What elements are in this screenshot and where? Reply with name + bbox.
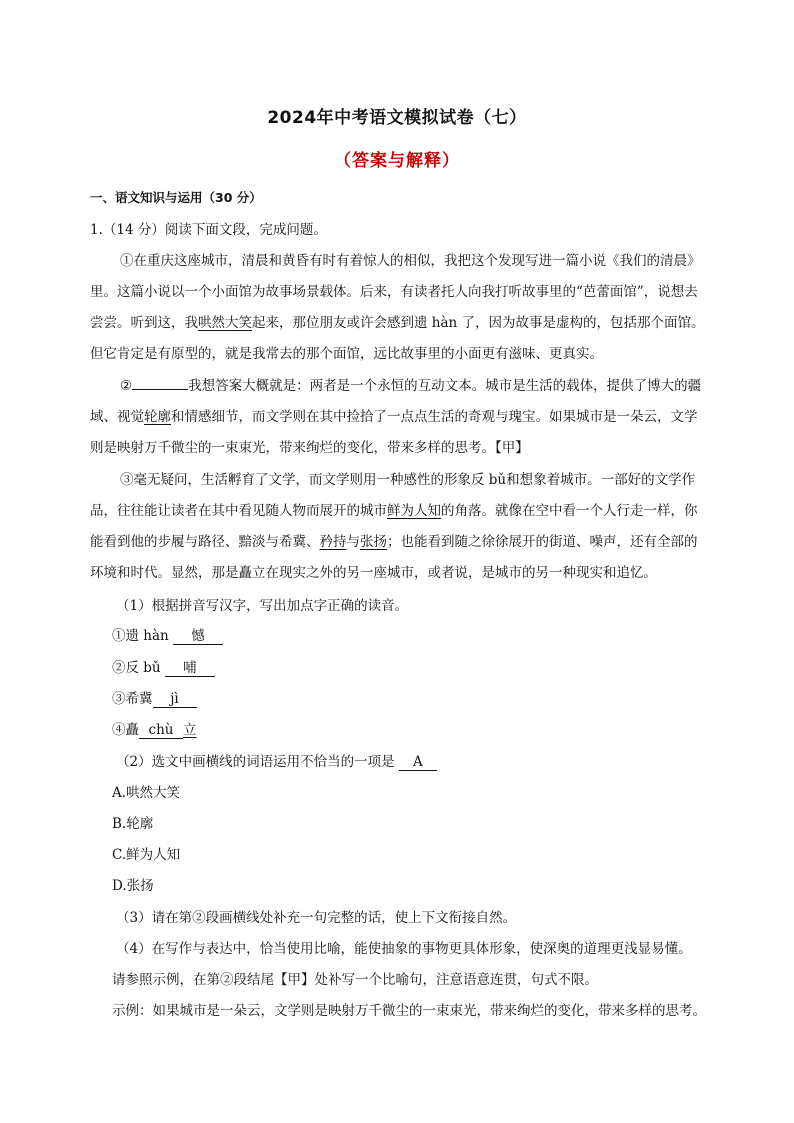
underlined-term-lunkuo: 轮廓 xyxy=(144,409,171,425)
p3-line-3-a: 能看到他的步履与路径、黯淡与希冀、 xyxy=(90,534,320,550)
sub1-item-4-answer: chù xyxy=(139,722,183,739)
underlined-term-zhangyang: 张扬 xyxy=(360,534,387,550)
sub1-item-2 xyxy=(112,656,215,677)
sub3-stem: （3）请在第②段画横线处补充一句完整的话，使上下文衔接自然。 xyxy=(116,910,517,926)
p3-line-3 xyxy=(90,530,698,550)
page-title: 2024年中考语文模拟试卷（七） xyxy=(267,108,527,128)
p3-line-2-a: 品，往往能让读者在其中看见随人物而展开的城市 xyxy=(90,503,387,519)
sub1-item-1-prompt: ①遗 hàn xyxy=(112,628,174,644)
p2-line-3: 则是映射万千微尘的一束束光，带来绚烂的变化，带来多样的思考。【甲】 xyxy=(90,440,529,456)
sub2-option-b: B.轮廓 xyxy=(112,816,154,832)
p2-line-1 xyxy=(120,374,701,394)
sub1-item-1-answer: 憾 xyxy=(173,624,223,645)
p1-line-3-a: 尝尝。听到这，我 xyxy=(90,315,198,331)
p2-line-2-b: 和情感细节，而文学则在其中捡拾了一点点生活的奇观与瑰宝。如果城市是一朵云，文学 xyxy=(171,409,698,425)
sub1-stem: （1）根据拼音写汉字，写出加点字正确的读音。 xyxy=(116,598,409,614)
p1-line-3 xyxy=(90,311,705,331)
sub1-item-3 xyxy=(112,687,197,708)
underlined-term-hongran: 哄然大笑 xyxy=(198,315,252,331)
sub2-stem-line xyxy=(116,750,437,771)
sub4-line-1: （4）在写作与表达中，恰当使用比喻，能使抽象的事物更具体形象，使深奥的道理更浅显易懂。 xyxy=(116,941,692,957)
sub4-example: 示例：如果城市是一朵云，文学则是映射万千微尘的一束束光，带来绚烂的变化，带来多样的思考。 xyxy=(112,1003,706,1019)
question-1-stem: 1.（14 分）阅读下面文段，完成问题。 xyxy=(90,222,327,238)
sub2-option-c: C.鲜为人知 xyxy=(112,847,181,863)
sub1-item-1 xyxy=(112,624,223,645)
p3-line-2-b: 的角落。就像在空中看一个人行走一样，你 xyxy=(441,503,698,519)
sub2-stem: （2）选文中画横线的词语运用不恰当的一项是 xyxy=(116,754,399,770)
p3-line-2 xyxy=(90,499,698,519)
p1-line-4: 但它肯定是有原型的，就是我常去的那个面馆，远比故事里的小面更有滋味、更真实。 xyxy=(90,346,603,362)
p3-line-4: 环境和时代。显然，那是矗立在现实之外的另一座城市，或者说，是城市的另一种现实和追忆。 xyxy=(90,565,657,581)
section-heading: 一、语文知识与运用（30 分） xyxy=(90,190,262,205)
p3-line-3-b: 与 xyxy=(346,534,360,550)
p1-line-3-b: 起来，那位朋友或许会感到遗 hàn 了，因为故事是虚构的，包括那个面馆。 xyxy=(252,315,705,331)
sub1-item-4-prompt: ④矗 xyxy=(112,722,139,738)
sub2-answer: A xyxy=(399,754,437,771)
sub2-option-d: D.张扬 xyxy=(112,878,154,894)
sub2-option-a: A.哄然大笑 xyxy=(112,785,181,801)
sub1-item-4 xyxy=(112,718,197,739)
p1-line-1: ①在重庆这座城市，清晨和黄昏有时有着惊人的相似，我把这个发现写进一篇小说《我们的清晨》 xyxy=(120,253,701,269)
p3-line-3-c: ；也能看到随之徐徐展开的街道、噪声，还有全部的 xyxy=(387,534,698,550)
underlined-term-jinchi: 矜持 xyxy=(319,534,347,550)
sub1-item-2-prompt: ②反 bǔ xyxy=(112,660,165,676)
sub1-item-4-suffix: 立 xyxy=(183,722,197,738)
sub1-item-3-answer: jì xyxy=(153,691,197,708)
sub1-item-2-answer: 哺 xyxy=(165,656,215,677)
sub1-item-3-prompt: ③希冀 xyxy=(112,691,153,707)
p2-num: ② xyxy=(120,378,133,394)
p1-line-2: 里。这篇小说以一个小面馆为故事场景载体。后来，有读者托人向我打听故事里的“芭蕾面馆”，说想去 xyxy=(90,284,698,300)
fill-blank-line xyxy=(132,375,188,390)
sub4-line-2: 请参照示例，在第②段结尾【甲】处补写一个比喻句，注意语意连贯，句式不限。 xyxy=(112,972,598,988)
p3-line-1: ③毫无疑问，生活孵育了文学，而文学则用一种感性的形象反 bǔ和想象着城市。一部好的文学作 xyxy=(120,472,696,488)
underlined-term-xianweirenzhi: 鲜为人知 xyxy=(387,503,441,519)
p2-line-1-text: 我想答案大概就是：两者是一个永恒的互动文本。城市是生活的载体，提供了博大的疆 xyxy=(188,378,702,394)
p2-line-2 xyxy=(90,405,698,425)
p2-line-2-a: 域、视觉 xyxy=(90,409,144,425)
page-subtitle: （答案与解释） xyxy=(334,151,460,171)
